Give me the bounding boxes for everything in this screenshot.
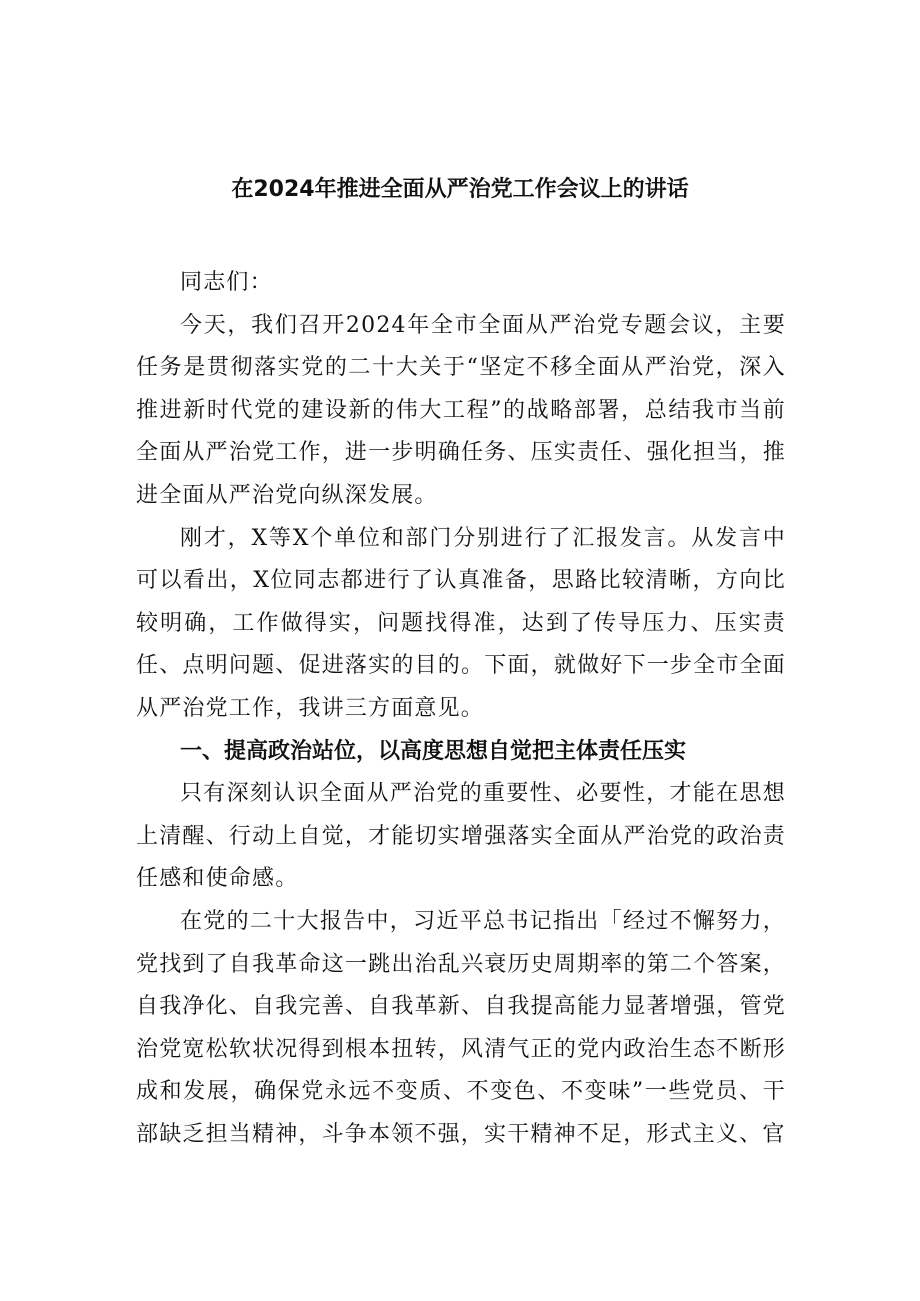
paragraph-reports: 刚才，X等X个单位和部门分别进行了汇报发言。从发言中可以看出，X位同志都进行了认真准备，思路比较清晰，方向比较明确，工作做得实，问题找得准，达到了传导压力、压实责任、点明问题、促进落实的目的。下面，就做好下一步全市全面从严治党工作，我讲三方面意见。 [136,525,786,721]
document-body [136,262,786,1156]
section-heading-1: 一、提高政治站位，以高度思想自觉把主体责任压实 [180,738,687,764]
section-1-paragraph: 只有深刻认识全面从严治党的重要性、必要性，才能在思想上清醒、行动上自觉，才能切实增强落实全面从严治党的政治责任感和使命感。 [136,781,786,892]
paragraph-opening: 今天，我们召开2024年全市全面从严治党专题会议，主要任务是贯彻落实党的二十大关于“坚定不移全面从严治党，深入推进新时代党的建设新的伟大工程”的战略部署，总结我市当前全面从严治党工作，进一步明确任务、压实责任、强化担当，推进全面从严治党向纵深发展。 [136,312,786,508]
section-1-paragraph: 在党的二十大报告中，习近平总书记指出「经过不懈努力，党找到了自我革命这一跳出治乱兴衰历史周期率的第二个答案，自我净化、自我完善、自我革新、自我提高能力显著增强，管党治党宽松软状况得到根本扭转，风清气正的党内政治生态不断形成和发展，确保党永远不变质、不变色、不变味”一些党员、干部缺乏担当精神，斗争本领不强，实干精神不足，形式主义、官 [136,908,786,1147]
document-title: 在2024年推进全面从严治党工作会议上的讲话 [231,177,689,202]
salutation: 同志们： [180,270,273,295]
